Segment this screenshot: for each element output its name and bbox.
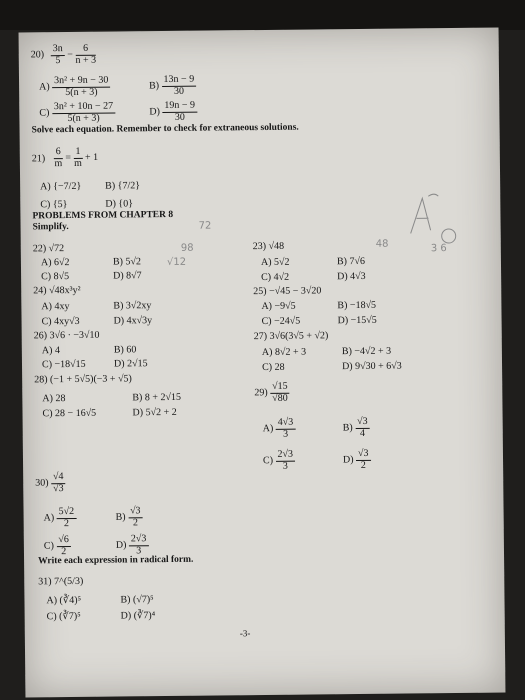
q25-prompt: 25) −√45 − 3√20 bbox=[253, 285, 322, 298]
background-top bbox=[0, 0, 525, 30]
q26-prompt: 26) 3√6 · −3√10 bbox=[33, 329, 100, 342]
q29-prompt: 29) $\frac{√15}{√80}$ bbox=[254, 380, 288, 404]
chapter-heading: PROBLEMS FROM CHAPTER 8 bbox=[32, 209, 174, 222]
q28-choice-b[interactable]: B) 8 + 2√15 bbox=[132, 391, 182, 404]
q23-choice-d[interactable]: D) 4√3 bbox=[337, 270, 366, 283]
q24-choice-c[interactable]: C) 4xy√3 bbox=[41, 315, 80, 328]
pencil-scribble bbox=[400, 188, 461, 249]
q24-prompt: 24) √48x³y² bbox=[33, 284, 81, 297]
q24-choice-b[interactable]: B) 3√2xy bbox=[113, 300, 152, 312]
worksheet-page bbox=[19, 28, 506, 698]
q24-choice-a[interactable]: A) 4xy bbox=[41, 301, 70, 313]
q28-prompt: 28) (−1 + 5√5)(−3 + √5) bbox=[34, 373, 132, 386]
q30-choice-a[interactable]: A) $\frac{5√2}{2}$ bbox=[44, 507, 77, 529]
q31-choice-a[interactable]: A) (∛4)⁵ bbox=[46, 594, 82, 607]
q21-choice-d[interactable]: D) {0} bbox=[105, 198, 134, 210]
q20-expression: $\frac{3n}{5}$ − $\frac{6}{n + 3}$ bbox=[52, 42, 97, 66]
pencil-note-3: √12 bbox=[166, 256, 187, 268]
q23-prompt: 23) √48 bbox=[252, 240, 285, 253]
simplify-label: Simplify. bbox=[32, 222, 69, 233]
q30-choice-c[interactable]: C) $\frac{√6}{2}$ bbox=[44, 535, 71, 557]
instruction-radical-form: Write each expression in radical form. bbox=[38, 554, 194, 567]
q31-prompt: 31) 7^(5/3) bbox=[38, 575, 84, 588]
q29-choice-a[interactable]: A) $\frac{4√3}{3}$ bbox=[263, 418, 296, 440]
pencil-note-2: 98 bbox=[180, 242, 194, 254]
q21-choice-c[interactable]: C) {5} bbox=[40, 199, 68, 211]
q20-choice-c[interactable]: C) $\frac{\text{3n² + 10n − 27}}{5(n + 3)}$ bbox=[39, 102, 115, 125]
q30-prompt: 30) $\frac{√4}{√3}$ bbox=[35, 471, 64, 494]
q27-choice-b[interactable]: B) −4√2 + 3 bbox=[341, 345, 392, 358]
q25-choice-d[interactable]: D) −15√5 bbox=[337, 314, 377, 327]
q20-number: 20) bbox=[30, 49, 45, 61]
pencil-note-1: 72 bbox=[198, 220, 212, 232]
q26-choice-c[interactable]: C) −18√15 bbox=[41, 358, 86, 371]
q20-choice-d[interactable]: D) $\frac{19n - 9}{30}$ bbox=[149, 101, 197, 123]
q21-choice-b[interactable]: B) {7/2} bbox=[105, 180, 141, 192]
q25-choice-c[interactable]: C) −24√5 bbox=[261, 315, 301, 328]
q26-choice-a[interactable]: A) 4 bbox=[41, 345, 60, 357]
q22-prompt: 22) √72 bbox=[32, 243, 65, 255]
instruction-solve: Solve each equation. Remember to check for extraneous solutions. bbox=[31, 122, 299, 136]
q22-choice-d[interactable]: D) 8√7 bbox=[113, 270, 142, 282]
q26-choice-b[interactable]: B) 60 bbox=[113, 344, 137, 356]
q28-choice-d[interactable]: D) 5√2 + 2 bbox=[132, 406, 177, 419]
q31-choice-b[interactable]: B) (√7)⁵ bbox=[120, 594, 154, 606]
q21-number: 21) bbox=[31, 153, 46, 165]
q29-choice-c[interactable]: C) $\frac{2√3}{3}$ bbox=[263, 450, 295, 472]
q27-choice-d[interactable]: D) 9√30 + 6√3 bbox=[341, 360, 402, 373]
page-number: -3- bbox=[239, 628, 251, 639]
q24-choice-d[interactable]: D) 4x√3y bbox=[113, 315, 153, 327]
q31-choice-c[interactable]: C) (∛7)⁵ bbox=[46, 610, 81, 623]
q27-choice-a[interactable]: A) 8√2 + 3 bbox=[261, 346, 307, 359]
pencil-note-4: 48 bbox=[375, 238, 389, 250]
q22-choice-a[interactable]: A) 6√2 bbox=[40, 257, 70, 269]
q31-choice-d[interactable]: D) (∛7)⁴ bbox=[120, 610, 156, 622]
q25-choice-b[interactable]: B) −18√5 bbox=[337, 299, 377, 312]
q23-choice-c[interactable]: C) 4√2 bbox=[261, 271, 290, 284]
q20-choice-a[interactable]: A) $\frac{\text{3n² + 9n − 30}}{5(n + 3)}$ bbox=[39, 76, 111, 99]
q26-choice-d[interactable]: D) 2√15 bbox=[113, 358, 148, 370]
q28-choice-c[interactable]: C) 28 − 16√5 bbox=[42, 407, 97, 420]
q20-choice-b[interactable]: B) $\frac{13n - 9}{30}$ bbox=[149, 75, 196, 97]
q27-prompt: 27) 3√6(3√5 + √2) bbox=[253, 330, 329, 343]
q21-expression: $\frac{6}{m}$ = $\frac{1}{m}$ + 1 bbox=[54, 145, 99, 169]
q30-choice-d[interactable]: D) $\frac{2√3}{3}$ bbox=[116, 534, 149, 556]
q22-choice-c[interactable]: C) 8√5 bbox=[41, 271, 70, 283]
q21-choice-a[interactable]: A) {−7/2} bbox=[40, 180, 82, 193]
q23-choice-b[interactable]: B) 7√6 bbox=[336, 255, 366, 268]
pencil-note-5: 3 6 bbox=[430, 243, 447, 255]
q29-choice-d[interactable]: D) $\frac{√3}{2}$ bbox=[343, 449, 371, 471]
q23-choice-a[interactable]: A) 5√2 bbox=[260, 256, 290, 269]
q25-choice-a[interactable]: A) −9√5 bbox=[261, 300, 296, 313]
q22-choice-b[interactable]: B) 5√2 bbox=[112, 256, 141, 268]
q29-choice-b[interactable]: B) $\frac{√3}{4}$ bbox=[343, 417, 370, 439]
q27-choice-c[interactable]: C) 28 bbox=[261, 361, 285, 373]
q28-choice-a[interactable]: A) 28 bbox=[42, 393, 66, 405]
q30-choice-b[interactable]: B) $\frac{√3}{2}$ bbox=[116, 506, 143, 528]
